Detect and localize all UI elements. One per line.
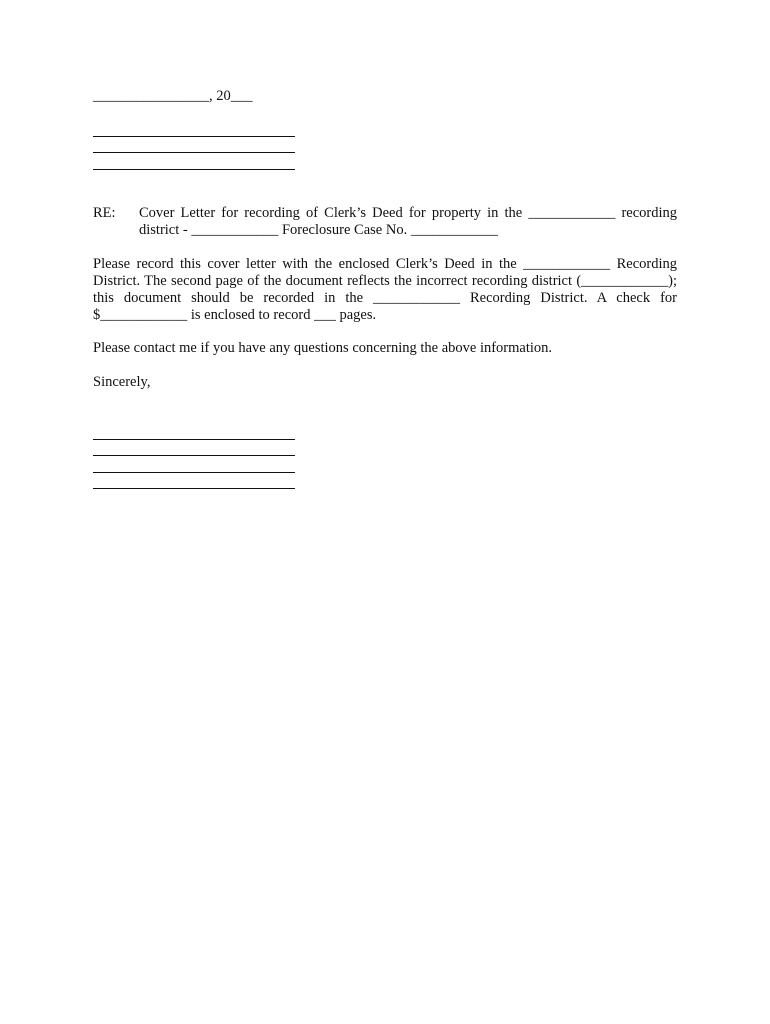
signature-line-4 — [93, 473, 295, 490]
date-line: ________________, 20___ — [93, 88, 253, 104]
recipient-address-line-1 — [93, 120, 295, 137]
subject-text: Cover Letter for recording of Clerk’s Deed for property in the ____________ recording district - ____________ Foreclosure Case No. ____________ — [139, 205, 677, 238]
subject-label: RE: — [93, 205, 116, 221]
signature-block — [93, 423, 295, 489]
recipient-address-block — [93, 120, 295, 170]
recipient-address-line-3 — [93, 153, 295, 170]
signature-line-3 — [93, 456, 295, 473]
subject-line — [93, 205, 677, 239]
recipient-address-line-2 — [93, 137, 295, 154]
body-paragraph-2: Please contact me if you have any questions concerning the above information. — [93, 340, 553, 356]
body-paragraph-1: Please record this cover letter with the enclosed Clerk’s Deed in the ____________ Recording District. The second page of the document reflects the incorrect recording district (____________); this document should be recorded in the ____________ Recording District. A check for $____________ is enclosed to record ___ pages. — [93, 256, 677, 323]
closing: Sincerely, — [93, 374, 151, 390]
signature-line-1 — [93, 423, 295, 440]
signature-line-2 — [93, 440, 295, 457]
